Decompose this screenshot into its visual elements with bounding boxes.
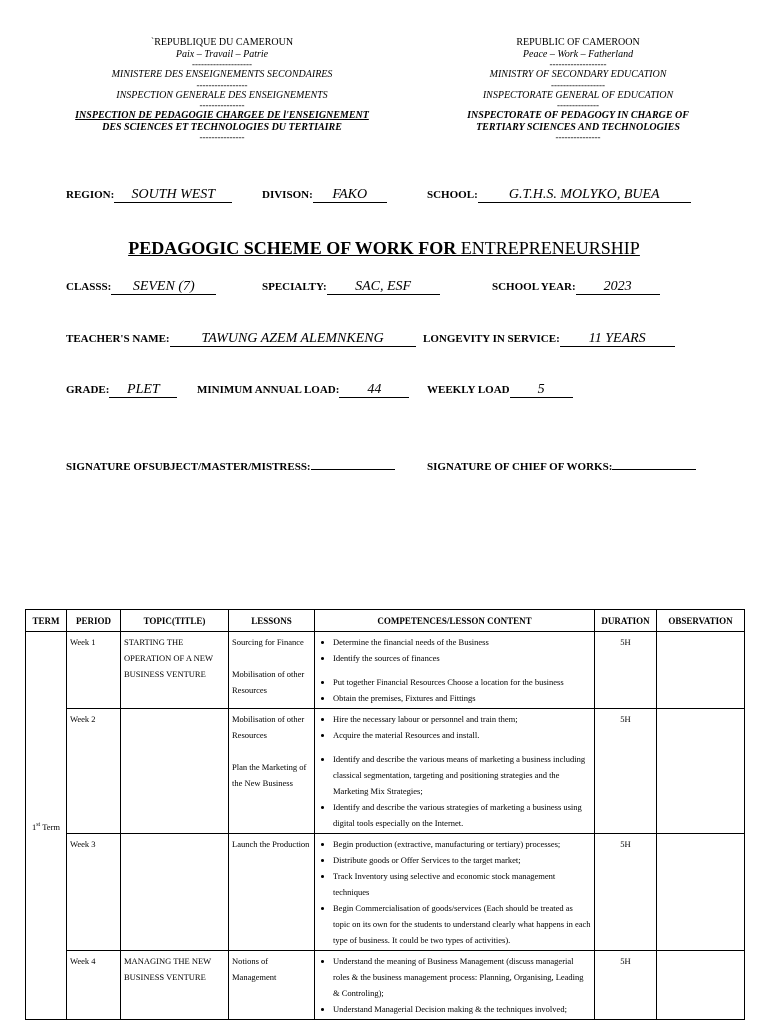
header-left-separator: -------------------- [192, 59, 252, 69]
content-item: • Acquire the material Resources and install. [333, 727, 591, 743]
longevity-field [423, 331, 675, 347]
header-right-motto: Peace – Work – Fatherland [522, 48, 634, 60]
content-item: • Distribute goods or Offer Services to the target market; [333, 852, 591, 868]
content-cell [315, 834, 595, 951]
lessons-cell [229, 709, 315, 834]
region-field [66, 187, 232, 203]
duration-cell: 5H [595, 834, 657, 951]
topic-cell [121, 709, 229, 834]
header-left-separator: ----------------- [196, 79, 248, 90]
header-right-pedagogy-line1: INSPECTORATE OF PEDAGOGY IN CHARGE OF [467, 110, 689, 121]
school-year-label: SCHOOL YEAR: [492, 281, 576, 293]
signature-master-label: SIGNATURE OFSUBJECT/MASTER/MISTRESS: [66, 461, 311, 473]
content-item: • Identify the sources of finances [333, 650, 591, 666]
topic-cell [121, 834, 229, 951]
header-left-separator: --------------- [199, 100, 245, 110]
lesson-item: Launch the Production [232, 839, 310, 849]
specialty-field [262, 279, 440, 295]
grade-label: GRADE: [66, 384, 110, 396]
header-topic: TOPIC(TITLE) [121, 610, 229, 632]
longevity-label: LONGEVITY IN SERVICE: [423, 333, 560, 345]
grade-value: PLET [109, 382, 177, 398]
weekly-load-field [427, 382, 573, 398]
table-row [26, 709, 745, 834]
header-left-separator: --------------- [199, 132, 245, 142]
header-right-pedagogy-line2: TERTIARY SCIENCES AND TECHNOLOGIES [476, 121, 680, 133]
header-competences: COMPETENCES/LESSON CONTENT [315, 610, 595, 632]
signature-master-field [66, 458, 395, 473]
region-label: REGION: [66, 189, 115, 201]
header-right-country: REPUBLIC OF CAMEROON [516, 37, 640, 48]
division-label: DIVISON: [262, 189, 313, 201]
school-label: SCHOOL: [427, 189, 478, 201]
lessons-cell [229, 834, 315, 951]
teacher-value: TAWUNG AZEM ALEMNKENG [170, 331, 416, 347]
signature-chief-field [427, 458, 696, 473]
content-item: • Put together Financial Resources Choose a location for the business [333, 674, 591, 690]
teacher-label: TEACHER'S NAME: [66, 333, 170, 345]
signature-chief-label: SIGNATURE OF CHIEF OF WORKS: [427, 461, 613, 473]
specialty-label: SPECIALTY: [262, 281, 327, 293]
header-left-motto: Paix – Travail – Patrie [175, 48, 269, 60]
term-number: 1 [31, 821, 37, 832]
min-load-field [197, 382, 409, 398]
header-lessons: LESSONS [229, 610, 315, 632]
specialty-value: SAC, ESF [327, 279, 440, 295]
content-item: • Understand Managerial Decision making & the techniques involved; [333, 1001, 591, 1017]
header-left-country: `REPUBLIQUE DU CAMEROUN [150, 37, 294, 48]
period-cell: Week 1 [67, 632, 121, 709]
period-cell: Week 3 [67, 834, 121, 951]
header-period: PERIOD [67, 610, 121, 632]
header-term: TERM [26, 610, 67, 632]
class-label: CLASSS: [66, 281, 112, 293]
lessons-cell [229, 951, 315, 1020]
lesson-item: Mobilisation of other Resources [232, 714, 305, 740]
grade-field [66, 382, 177, 398]
content-item: • Identify and describe the various means of marketing a business including classical segmentation, targeting and positioning strategies and the Marketing Mix Strategies; [333, 751, 591, 799]
content-cell [315, 632, 595, 709]
header-duration: DURATION [595, 610, 657, 632]
table-row [26, 834, 745, 951]
term-suffix-sup: st [36, 821, 41, 828]
min-load-label: MINIMUM ANNUAL LOAD: [197, 384, 340, 396]
school-field [427, 187, 691, 203]
region-value: SOUTH WEST [114, 187, 232, 203]
table-header-row [26, 610, 745, 632]
duration-cell: 5H [595, 951, 657, 1020]
header-right-separator: ------------------ [551, 79, 605, 90]
header-observation: OBSERVATION [657, 610, 745, 632]
lesson-item: Mobilisation of other Resources [232, 669, 305, 695]
header-left [57, 37, 387, 142]
header-right-separator: ------------------- [549, 59, 607, 69]
table-row [26, 632, 745, 709]
header-left-inspection: INSPECTION GENERALE DES ENSEIGNEMENTS [116, 89, 328, 101]
content-cell [315, 951, 595, 1020]
title-subject: ENTREPRENEURSHIP [460, 238, 640, 258]
content-item: • Obtain the premises, Fixtures and Fittings [333, 690, 591, 706]
header-left-ministry: MINISTERE DES ENSEIGNEMENTS SECONDAIRES [111, 69, 333, 80]
lesson-item: Plan the Marketing of the New Business [232, 762, 307, 788]
signature-master-line[interactable] [311, 458, 395, 470]
term-cell [26, 632, 67, 1020]
lesson-item: Notions of Management [232, 956, 277, 982]
class-value: SEVEN (7) [111, 279, 216, 295]
observation-cell [657, 951, 745, 1020]
content-item: • Track Inventory using selective and economic stock management techniques [333, 868, 591, 900]
weekly-load-value: 5 [510, 382, 573, 398]
period-cell: Week 4 [67, 951, 121, 1020]
header-left-pedagogy-line1: INSPECTION DE PEDAGOGIE CHARGEE DE l'ENSEIGNEMENT [75, 110, 369, 121]
lessons-cell [229, 632, 315, 709]
topic-cell: STARTING THE OPERATION OF A NEW BUSINESS VENTURE [121, 632, 229, 709]
content-item: • Begin production (extractive, manufacturing or tertiary) processes; [333, 836, 591, 852]
school-value: G.T.H.S. MOLYKO, BUEA [478, 187, 691, 203]
header-right [413, 37, 743, 142]
school-year-field [492, 279, 660, 295]
header-right-ministry: MINISTRY OF SECONDARY EDUCATION [489, 69, 667, 80]
topic-cell: MANAGING THE NEW BUSINESS VENTURE [121, 951, 229, 1020]
period-cell: Week 2 [67, 709, 121, 834]
title-main: PEDAGOGIC SCHEME OF WORK FOR [128, 238, 461, 258]
duration-cell: 5H [595, 632, 657, 709]
longevity-value: 11 YEARS [560, 331, 675, 347]
signature-chief-line[interactable] [612, 458, 696, 470]
page-title [0, 238, 768, 259]
observation-cell [657, 632, 745, 709]
header-right-separator: -------------- [557, 100, 599, 110]
content-cell [315, 709, 595, 834]
observation-cell [657, 834, 745, 951]
content-item: • Hire the necessary labour or personnel and train them; [333, 711, 591, 727]
weekly-load-label: WEEKLY LOAD [427, 384, 510, 396]
content-item: • Understand the meaning of Business Management (discuss managerial roles & the business management process: Planning, Organising, Leading & Controling); [333, 953, 591, 1001]
content-item: • Identify and describe the various strategies of marketing a business using digital tools especially on the Internet. [333, 799, 591, 831]
division-field [262, 187, 387, 203]
scheme-of-work-table [25, 609, 745, 1020]
table-row [26, 951, 745, 1020]
division-value: FAKO [313, 187, 387, 203]
min-load-value: 44 [339, 382, 409, 398]
header-right-separator: --------------- [555, 132, 601, 142]
observation-cell [657, 709, 745, 834]
content-item: • Determine the financial needs of the Business [333, 634, 591, 650]
content-item: • Begin Commercialisation of goods/services (Each should be treated as topic on its own for the students to understand clearly what happens in each type of business. It could be two types of activities). [333, 900, 591, 948]
lesson-item: Sourcing for Finance [232, 637, 304, 647]
term-label: Term [40, 821, 61, 832]
school-year-value: 2023 [576, 279, 660, 295]
header-left-pedagogy-line2: DES SCIENCES ET TECHNOLOGIES DU TERTIAIRE [102, 121, 342, 133]
teacher-field [66, 331, 416, 347]
header-right-inspection: INSPECTORATE GENERAL OF EDUCATION [482, 89, 674, 101]
duration-cell: 5H [595, 709, 657, 834]
class-field [66, 279, 216, 295]
